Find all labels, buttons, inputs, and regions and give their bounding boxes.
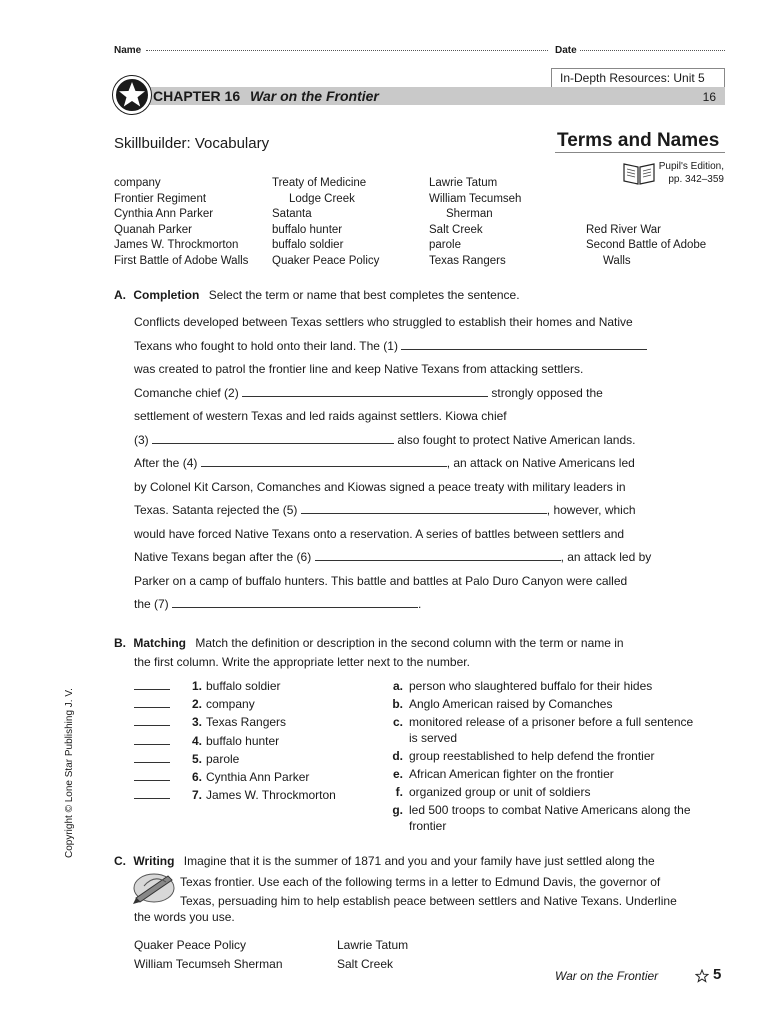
list-item: 3. Texas Rangers xyxy=(134,713,336,731)
completion-paragraph: Conflicts developed between Texas settlers who struggled to establish their homes and Native Texans who fought to hold onto their land. The (1) was created to patrol the frontier line and keep Native Texans from attacking settlers. Comanche chief (2) strongly opposed the settlement of western Texas and led raids against settlers. Kiowa chief (3) also fought to protect Native American lands. After the (4) , an attack on Native Americans led by Colonel Kit Carson, Comanches and Kiowas signed a peace treaty with military leaders in Texas. Satanta rejected the (5) , however, which would have forced Native Texans onto a reservation. A series of battles between settlers and Native Texans began after the (6) , an attack led by Parker on a camp of buffalo hunters. This battle and battles at Palo Duro Canyon were called the (7) . xyxy=(134,315,652,611)
footer-title: War on the Frontier xyxy=(555,969,659,983)
blank-5[interactable] xyxy=(301,502,547,514)
pen-icon xyxy=(128,866,178,906)
answer-blank-1[interactable] xyxy=(134,678,170,690)
section-title: Skillbuilder: Vocabulary xyxy=(114,135,270,152)
list-item: 2. company xyxy=(134,695,336,713)
name-line[interactable] xyxy=(146,50,548,51)
name-label: Name xyxy=(114,45,142,56)
date-line[interactable] xyxy=(580,50,725,51)
section-c-prompt: Texas frontier. Use each of the following terms in a letter to Edmund Davis, the governor of Texas, persuading him to help establish peace between settlers and Native Texans. Underline xyxy=(180,875,677,908)
star-icon xyxy=(116,79,148,111)
chapter-title: War on the Frontier xyxy=(250,88,379,104)
blank-2[interactable] xyxy=(242,385,488,397)
blank-7[interactable] xyxy=(172,596,418,608)
matching-definitions: a. person who slaughtered buffalo for their hides b. Anglo American raised by Comanches c. monitored release of a prisoner before a full sentence is served d. group reestablished to help defend the frontier e. African American fighter on the frontier f. organized group or unit of soldiers g. led 500 troops to combat Native Americans along the frontier xyxy=(389,677,693,835)
list-item: f. organized group or unit of soldiers xyxy=(395,785,591,800)
answer-blank-7[interactable] xyxy=(134,787,170,799)
date-label: Date xyxy=(555,45,577,56)
blank-4[interactable] xyxy=(201,455,447,467)
answer-blank-4[interactable] xyxy=(134,733,170,745)
title-rule xyxy=(555,152,725,153)
answer-blank-2[interactable] xyxy=(134,696,170,708)
list-item: a. person who slaughtered buffalo for their hides xyxy=(392,679,653,693)
blank-6[interactable] xyxy=(315,549,561,561)
term-column-1: company Frontier Regiment Cynthia Ann Parker Quanah Parker James W. Throckmorton First Battle of Adobe Walls xyxy=(114,177,249,267)
list-item: 1. buffalo soldier xyxy=(134,677,336,695)
list-item: d. group reestablished to help defend the frontier xyxy=(392,748,655,763)
section-c-prompt-end: the words you use. xyxy=(134,910,235,924)
list-item: 4. buffalo hunter xyxy=(134,732,336,750)
term-column-4: Red River War Second Battle of Adobe Walls xyxy=(586,223,707,267)
chapter-label: CHAPTER 16 xyxy=(153,88,241,104)
blank-1[interactable] xyxy=(401,338,647,350)
answer-blank-5[interactable] xyxy=(134,751,170,763)
pupils-edition: Pupil's Edition, pp. 342–359 xyxy=(658,161,724,185)
resource-box: In-Depth Resources: Unit 5 xyxy=(551,68,725,87)
list-item: c. monitored release of a prisoner before a full sentence xyxy=(392,715,694,730)
list-item: g. led 500 troops to combat Native Americans along the xyxy=(392,803,691,818)
list-item: e. African American fighter on the frontier xyxy=(392,767,614,782)
matching-terms xyxy=(134,677,336,804)
blank-3[interactable] xyxy=(152,432,394,444)
chapter-page-ref: 16 xyxy=(702,90,716,104)
writing-terms-col-2: Lawrie Tatum Salt Creek xyxy=(337,938,409,971)
star-icon xyxy=(695,969,709,983)
list-item: 6. Cynthia Ann Parker xyxy=(134,768,336,786)
list-item: 5. parole xyxy=(134,750,336,768)
list-item: b. Anglo American raised by Comanches xyxy=(392,697,613,712)
section-a-heading: A. Completion Select the term or name that best completes the sentence. xyxy=(114,288,520,302)
star-badge xyxy=(113,76,151,114)
section-b-heading: B. Matching Match the definition or description in the second column with the term or name in the first column. Write the appropriate letter next to the number. xyxy=(114,636,624,669)
term-column-2: Treaty of Medicine Lodge Creek Satanta buffalo hunter buffalo soldier Quaker Peace Policy xyxy=(272,177,380,267)
section-c-heading: C. Writing Imagine that it is the summer of 1871 and you and your family have just settled along the xyxy=(114,854,655,868)
list-item: 7. James W. Throckmorton xyxy=(134,786,336,804)
terms-title: Terms and Names xyxy=(557,130,720,151)
page-number: 5 xyxy=(713,966,722,983)
term-column-3: Lawrie Tatum William Tecumseh Sherman Salt Creek parole Texas Rangers xyxy=(429,177,522,267)
copyright: Copyright © Lone Star Publishing J. V. xyxy=(64,688,75,858)
answer-blank-6[interactable] xyxy=(134,769,170,781)
writing-terms-col-1: Quaker Peace Policy William Tecumseh Sherman xyxy=(134,938,283,971)
answer-blank-3[interactable] xyxy=(134,714,170,726)
